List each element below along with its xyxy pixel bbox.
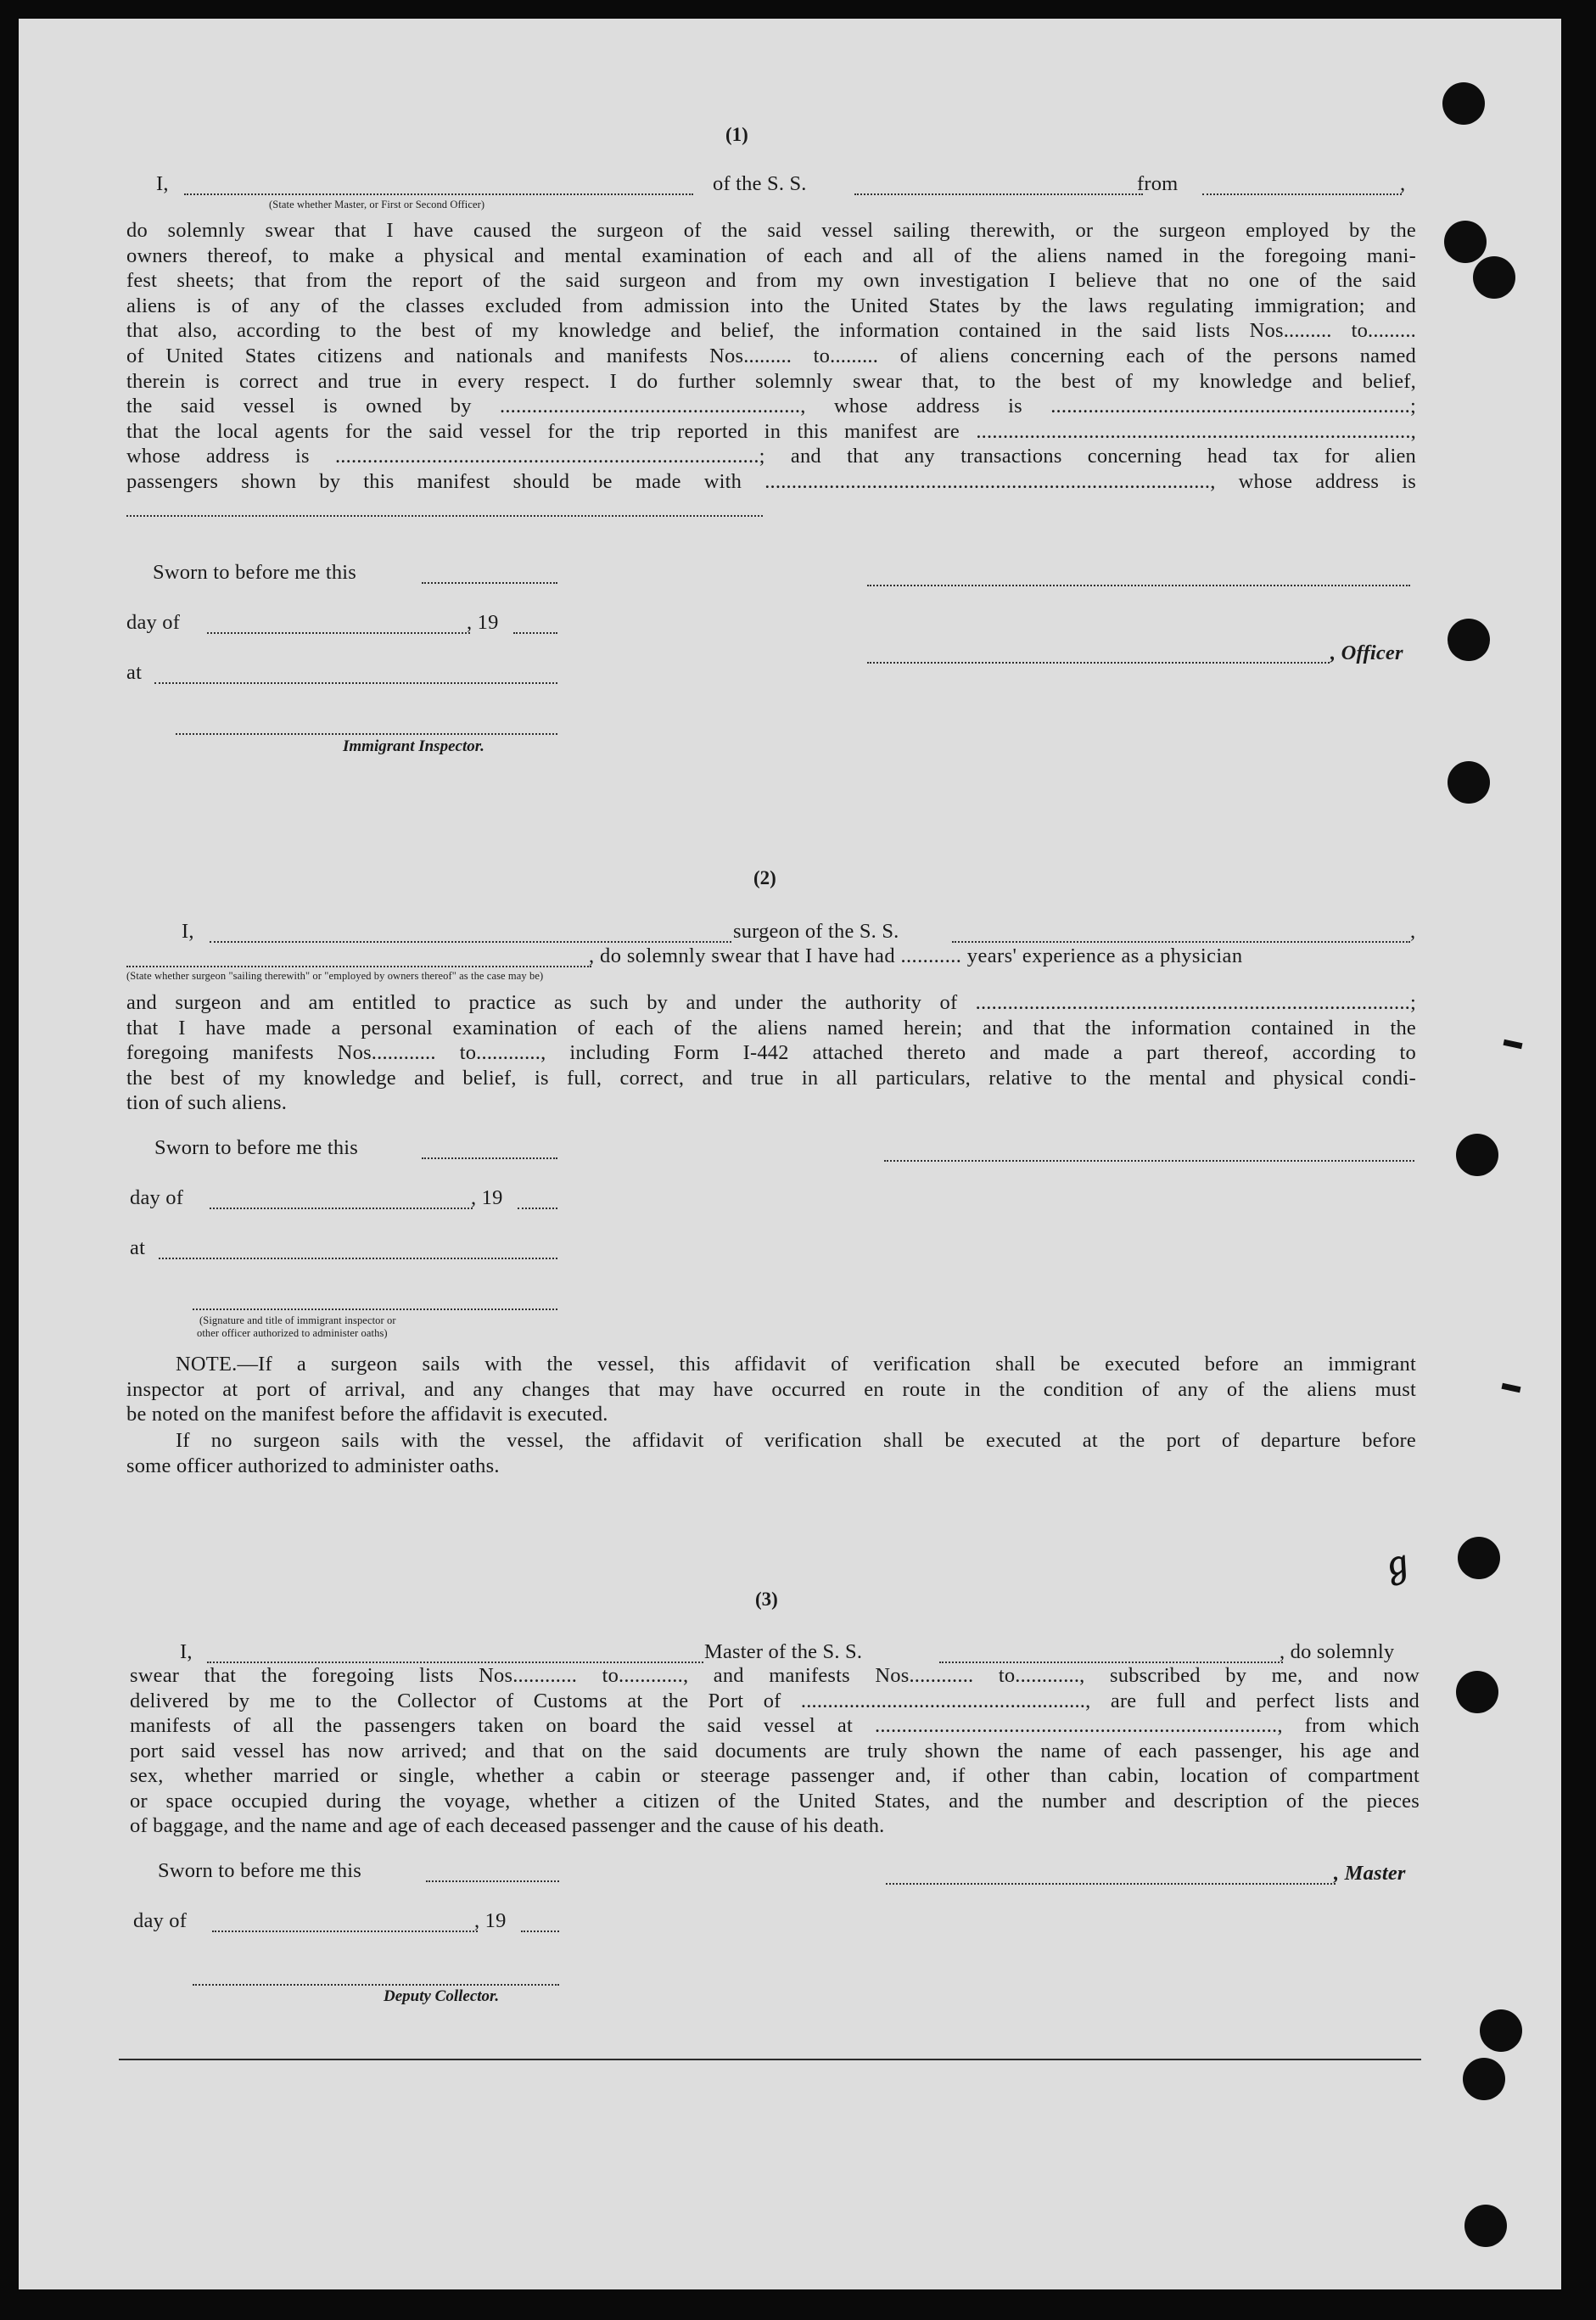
paragraph-line: manifests of all the passengers taken on board the said vessel at ..........................................................................., from which [130, 1714, 1420, 1737]
blank-field[interactable] [126, 515, 763, 517]
blank-field[interactable] [513, 632, 557, 634]
blank-field[interactable] [210, 1208, 473, 1209]
paragraph-line: be noted on the manifest before the affidavit is executed. [126, 1403, 608, 1426]
paragraph-line: that also, according to the best of my knowledge and belief, the information contained in the said lists Nos......... to......... [126, 319, 1416, 343]
sworn-label: Sworn to before me this [154, 1136, 359, 1159]
paragraph-line: delivered by me to the Collector of Customs at the Port of ....................................................., are full and perfect lists and [130, 1689, 1420, 1712]
punch-hole [1448, 619, 1490, 661]
blank-field[interactable] [426, 1880, 559, 1882]
officer-caption: , Officer [1330, 642, 1403, 664]
blank-field[interactable] [184, 193, 693, 195]
signature-field[interactable] [193, 1309, 557, 1310]
field-caption: (State whether Master, or First or Second Officer) [269, 199, 485, 210]
paragraph-line: inspector at port of arrival, and any changes that may have occurred en route in the condition of any of the aliens must [126, 1377, 1416, 1401]
section-number: (2) [753, 867, 776, 888]
punch-hole [1463, 2058, 1505, 2100]
oath-line: surgeon of the S. S. [733, 920, 899, 943]
paragraph-line: that the local agents for the said vessel for the trip reported in this manifest are ................................................................................., [126, 419, 1416, 443]
paragraph-line: and surgeon and am entitled to practice as such by and under the authority of .................................................................................; [126, 991, 1416, 1014]
blank-field[interactable] [518, 1208, 557, 1209]
punch-hole [1480, 2009, 1522, 2052]
punch-hole [1456, 1671, 1498, 1713]
oath-line: , do solemnly swear that I have had ........... years' experience as a physician [589, 944, 1243, 967]
sworn-label: Sworn to before me this [158, 1859, 362, 1882]
comma: , [1400, 172, 1406, 195]
blank-field[interactable] [422, 582, 557, 584]
year-label: , 19 [467, 611, 499, 634]
paragraph-line: of baggage, and the name and age of each deceased passenger and the cause of his death. [130, 1814, 885, 1837]
punch-hole [1444, 221, 1487, 263]
paragraph-line: fest sheets; that from the report of the said surgeon and from my own investigation I believe that no one of the said [126, 269, 1416, 293]
punch-hole [1464, 2205, 1507, 2247]
oath-line: Master of the S. S. [704, 1640, 863, 1663]
blank-field[interactable] [854, 193, 1143, 195]
oath-line: I, [156, 172, 169, 195]
signature-field[interactable] [884, 1160, 1414, 1162]
paragraph-line: the said vessel is owned by ........................................................, whose address is ...................................................................; [126, 395, 1416, 418]
inspector-caption: Immigrant Inspector. [343, 737, 484, 755]
document-page [19, 19, 1561, 2289]
section-number: (3) [755, 1589, 778, 1610]
paragraph-line: sex, whether married or single, whether a cabin or steerage passenger and, if other than cabin, location of compartment [130, 1764, 1420, 1787]
paragraph-line: If no surgeon sails with the vessel, the affidavit of verification shall be executed at the port of departure before [176, 1429, 1416, 1452]
punch-hole [1458, 1537, 1500, 1579]
paragraph-line: whose address is ...............................................................................; and that any transactions concerning head tax for alien [126, 445, 1416, 468]
blank-field[interactable] [422, 1157, 557, 1159]
collector-caption: Deputy Collector. [384, 1987, 500, 2005]
blank-field[interactable] [1202, 193, 1402, 195]
signature-field[interactable] [867, 662, 1330, 664]
section-number: (1) [725, 124, 748, 145]
punch-hole [1448, 761, 1490, 804]
field-caption: (State whether surgeon "sailing therewith" or "employed by owners thereof" as the case may be) [126, 970, 544, 982]
paragraph-line: NOTE.—If a surgeon sails with the vessel, this affidavit of verification shall be executed before an immigrant [176, 1353, 1416, 1376]
paragraph-line: tion of such aliens. [126, 1091, 288, 1114]
blank-field[interactable] [207, 632, 470, 634]
at-label: at [126, 661, 143, 684]
paragraph-line: some officer authorized to administer oaths. [126, 1454, 500, 1477]
year-label: , 19 [471, 1186, 503, 1209]
paragraph-line: aliens is of any of the classes excluded from admission into the United States by the laws regulating immigration; and [126, 294, 1416, 317]
sworn-label: Sworn to before me this [153, 561, 357, 584]
blank-field[interactable] [212, 1931, 478, 1932]
day-label: day of [126, 611, 181, 634]
comma: , [1410, 920, 1416, 943]
paragraph-line: swear that the foregoing lists Nos............ to............, and manifests Nos............ to............, subscribed by me, and now [130, 1664, 1420, 1687]
oath-line: from [1137, 172, 1179, 195]
punch-hole [1456, 1134, 1498, 1176]
oath-line: of the S. S. [713, 172, 807, 195]
paragraph-line: that I have made a personal examination of each of the aliens named herein; and that the information contained in the [126, 1016, 1416, 1040]
blank-field[interactable] [126, 966, 591, 967]
handwritten-mark: ℊ [1375, 1541, 1419, 1588]
paragraph-line: do solemnly swear that I have caused the surgeon of the said vessel sailing therewith, or the surgeon employed by the [126, 219, 1416, 242]
staple-mark [1504, 1040, 1523, 1049]
paragraph-line: foregoing manifests Nos............ to............, including Form I-442 attached thereto and made a part thereof, according to [126, 1041, 1416, 1064]
blank-field[interactable] [952, 941, 1410, 943]
bottom-divider [119, 2059, 1421, 2060]
blank-field[interactable] [159, 1258, 557, 1259]
master-caption: , Master [1334, 1862, 1406, 1885]
signature-field[interactable] [176, 733, 557, 735]
punch-hole [1473, 256, 1515, 299]
oath-line: I, [182, 920, 194, 943]
day-label: day of [130, 1186, 184, 1209]
signature-caption: (Signature and title of immigrant inspector or [199, 1314, 396, 1326]
blank-field[interactable] [521, 1931, 559, 1932]
staple-mark [1502, 1383, 1521, 1393]
day-label: day of [133, 1909, 188, 1932]
paragraph-line: passengers shown by this manifest should be made with ..................................................................................., whose address is [126, 470, 1416, 493]
year-label: , 19 [474, 1909, 507, 1932]
signature-caption: other officer authorized to administer oaths) [197, 1327, 388, 1339]
signature-field[interactable] [193, 1984, 559, 1986]
oath-line: , do solemnly [1280, 1640, 1395, 1663]
blank-field[interactable] [154, 682, 557, 684]
signature-field[interactable] [867, 585, 1410, 586]
blank-field[interactable] [210, 941, 731, 943]
paragraph-line: or space occupied during the voyage, whether a citizen of the United States, and the number and description of the pieces [130, 1789, 1420, 1813]
punch-hole [1442, 82, 1485, 125]
at-label: at [130, 1236, 146, 1259]
signature-field[interactable] [886, 1883, 1336, 1885]
paragraph-line: therein is correct and true in every respect. I do further solemnly swear that, to the best of my knowledge and belief, [126, 369, 1416, 393]
paragraph-line: port said vessel has now arrived; and that on the said documents are truly shown the name of each passenger, his age and [130, 1739, 1420, 1762]
paragraph-line: owners thereof, to make a physical and mental examination of each and all of the aliens named in the foregoing mani- [126, 244, 1416, 267]
paragraph-line: of United States citizens and nationals and manifests Nos......... to......... of aliens concerning each of the persons named [126, 345, 1416, 367]
paragraph-line: the best of my knowledge and belief, is full, correct, and true in all particulars, relative to the mental and physical condi- [126, 1066, 1416, 1090]
oath-line: I, [180, 1640, 193, 1663]
